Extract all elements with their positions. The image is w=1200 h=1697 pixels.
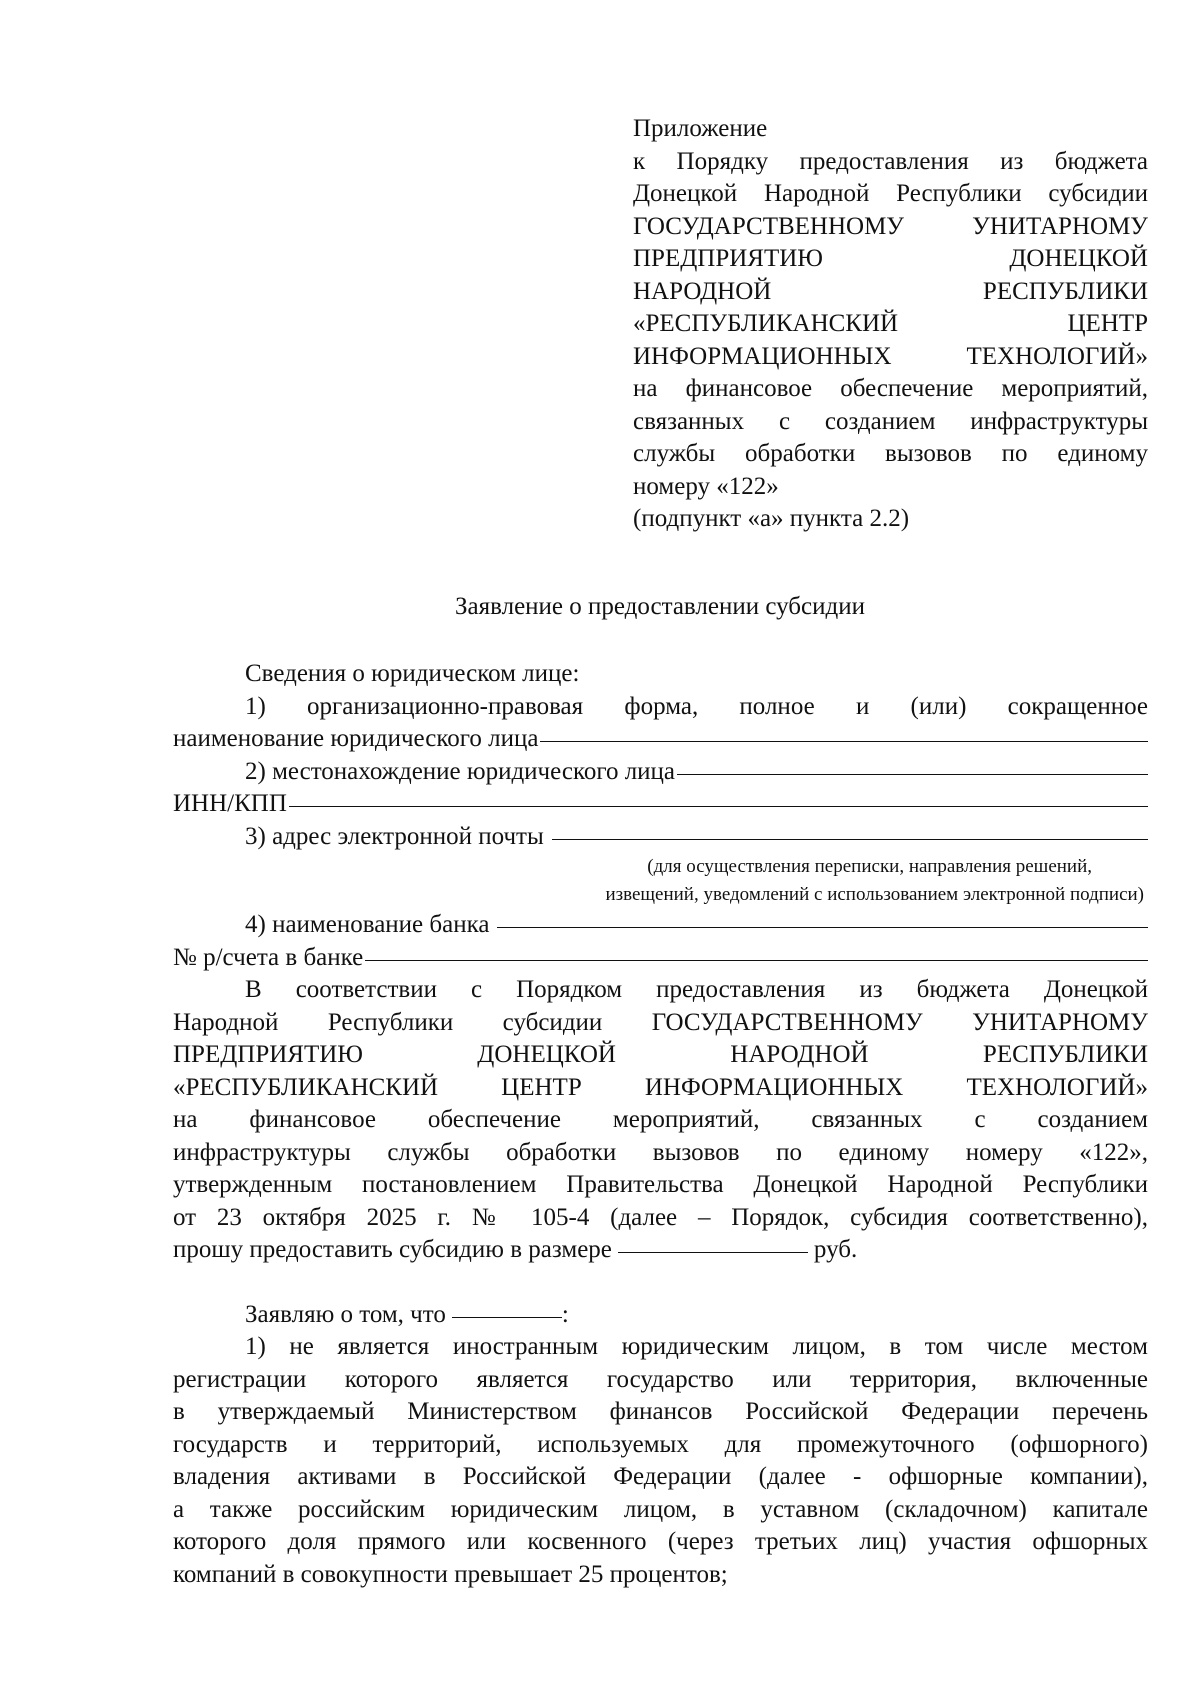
declaration-line: регистрации которого является государство или территория, включенные <box>173 1365 1148 1393</box>
appendix-line: связанных с созданием инфраструктуры <box>633 407 1148 435</box>
organization-field[interactable] <box>452 1317 562 1318</box>
appendix-word: «РЕСПУБЛИКАНСКИЙ <box>633 310 899 337</box>
appendix-word: ПРЕДПРИЯТИЮ <box>633 245 823 272</box>
appendix-line: к Порядку предоставления из бюджета <box>633 147 1148 175</box>
info-item-2-label: 2) местонахождение юридического лица <box>245 757 676 785</box>
email-note-line: (для осуществления переписки, направления решений, <box>647 856 1092 877</box>
declaration-line: которого доля прямого или косвенного (через третьих лиц) участия офшорных <box>173 1528 1148 1555</box>
appendix-line <box>633 243 1148 276</box>
info-item-3 <box>173 821 1148 854</box>
request-line: ПРЕДПРИЯТИЮ ДОНЕЦКОЙ НАРОДНОЙ РЕСПУБЛИКИ <box>173 1041 1148 1068</box>
declaration-lead <box>173 1299 1148 1332</box>
info-heading: Сведения о юридическом лице: <box>245 660 580 687</box>
request-line: «РЕСПУБЛИКАНСКИЙ ЦЕНТР ИНФОРМАЦИОННЫХ ТЕХНОЛОГИЙ» <box>173 1073 1148 1101</box>
request-line: Народной Республики субсидии ГОСУДАРСТВЕННОМУ УНИТАРНОМУ <box>173 1008 1148 1036</box>
request-line: на финансовое обеспечение мероприятий, связанных с созданием <box>173 1106 1148 1133</box>
appendix-line: ГОСУДАРСТВЕННОМУ УНИТАРНОМУ <box>633 212 1148 240</box>
info-item-4 <box>173 909 1148 942</box>
account-field[interactable] <box>365 960 1148 961</box>
email-field[interactable] <box>552 839 1148 840</box>
declaration-lead-label: Заявляю о том, что <box>245 1300 446 1328</box>
appendix-word: ЦЕНТР <box>1067 310 1148 337</box>
appendix-line <box>633 276 1148 309</box>
document-title: Заявление о предоставлении субсидии <box>455 593 865 620</box>
request-line: от 23 октября 2025 г. № 105-4 (далее – Порядок, субсидия соответственно), <box>173 1203 1148 1231</box>
appendix-line: на финансовое обеспечение мероприятий, <box>633 375 1148 402</box>
currency-label: руб. <box>813 1236 858 1263</box>
request-amount-label: прошу предоставить субсидию в размере <box>173 1236 612 1263</box>
subsidy-amount-field[interactable] <box>618 1252 808 1253</box>
appendix-line: ИНФОРМАЦИОННЫХ ТЕХНОЛОГИЙ» <box>633 342 1148 370</box>
info-item-1-line <box>173 723 1148 756</box>
declaration-line: государств и территорий, используемых для промежуточного (офшорного) <box>173 1430 1148 1458</box>
request-line: утвержденным постановлением Правительства Донецкой Народной Республики <box>173 1171 1148 1198</box>
appendix-line: службы обработки вызовов по единому <box>633 440 1148 467</box>
info-item-1-label: наименование юридического лица <box>173 725 539 752</box>
info-item-4-label: 4) наименование банка <box>245 911 490 938</box>
document-body <box>173 658 1148 1591</box>
inn-kpp-field[interactable] <box>289 806 1148 807</box>
appendix-line: номеру «122» <box>633 472 779 500</box>
appendix-header <box>633 113 1148 536</box>
info-item-3-label: 3) адрес электронной почты <box>245 822 544 850</box>
declaration-line: 1) не является иностранным юридическим лицом, в том числе местом <box>245 1333 1148 1360</box>
account-row <box>173 942 1148 975</box>
declaration-line: а также российским юридическим лицом, в уставном (складочном) капитале <box>173 1495 1148 1523</box>
appendix-line: (подпункт «а» пункта 2.2) <box>633 505 910 532</box>
request-line: инфраструктуры службы обработки вызовов по единому номеру «122», <box>173 1138 1148 1166</box>
location-field[interactable] <box>677 774 1148 775</box>
appendix-line <box>633 308 1148 341</box>
request-line: В соответствии с Порядком предоставления из бюджета Донецкой <box>245 976 1148 1003</box>
spacer <box>173 1267 1148 1299</box>
email-note <box>173 853 1148 909</box>
email-note-line: извещений, уведомлений с использованием электронной подписи) <box>605 884 1144 905</box>
bank-name-field[interactable] <box>497 927 1148 928</box>
account-label: № р/счета в банке <box>173 943 364 971</box>
request-amount-line <box>173 1234 1148 1267</box>
declaration-line: в утверждаемый Министерством финансов Российской Федерации перечень <box>173 1398 1148 1425</box>
info-item-1: 1) организационно-правовая форма, полное и (или) сокращенное <box>245 692 1148 720</box>
appendix-line: Приложение <box>633 115 768 142</box>
inn-kpp-label: ИНН/КПП <box>173 790 287 817</box>
declaration-line: владения активами в Российской Федерации (далее - офшорные компании), <box>173 1463 1148 1490</box>
declaration-colon: : <box>561 1300 569 1328</box>
appendix-word: ДОНЕЦКОЙ <box>1009 245 1148 272</box>
appendix-word: РЕСПУБЛИКИ <box>982 277 1148 305</box>
appendix-line: Донецкой Народной Республики субсидии <box>633 180 1148 207</box>
info-item-2 <box>173 756 1148 789</box>
declaration-line: компаний в совокупности превышает 25 процентов; <box>173 1560 728 1588</box>
legal-name-field[interactable] <box>540 741 1148 742</box>
inn-kpp-row <box>173 788 1148 821</box>
appendix-word: НАРОДНОЙ <box>633 277 772 305</box>
